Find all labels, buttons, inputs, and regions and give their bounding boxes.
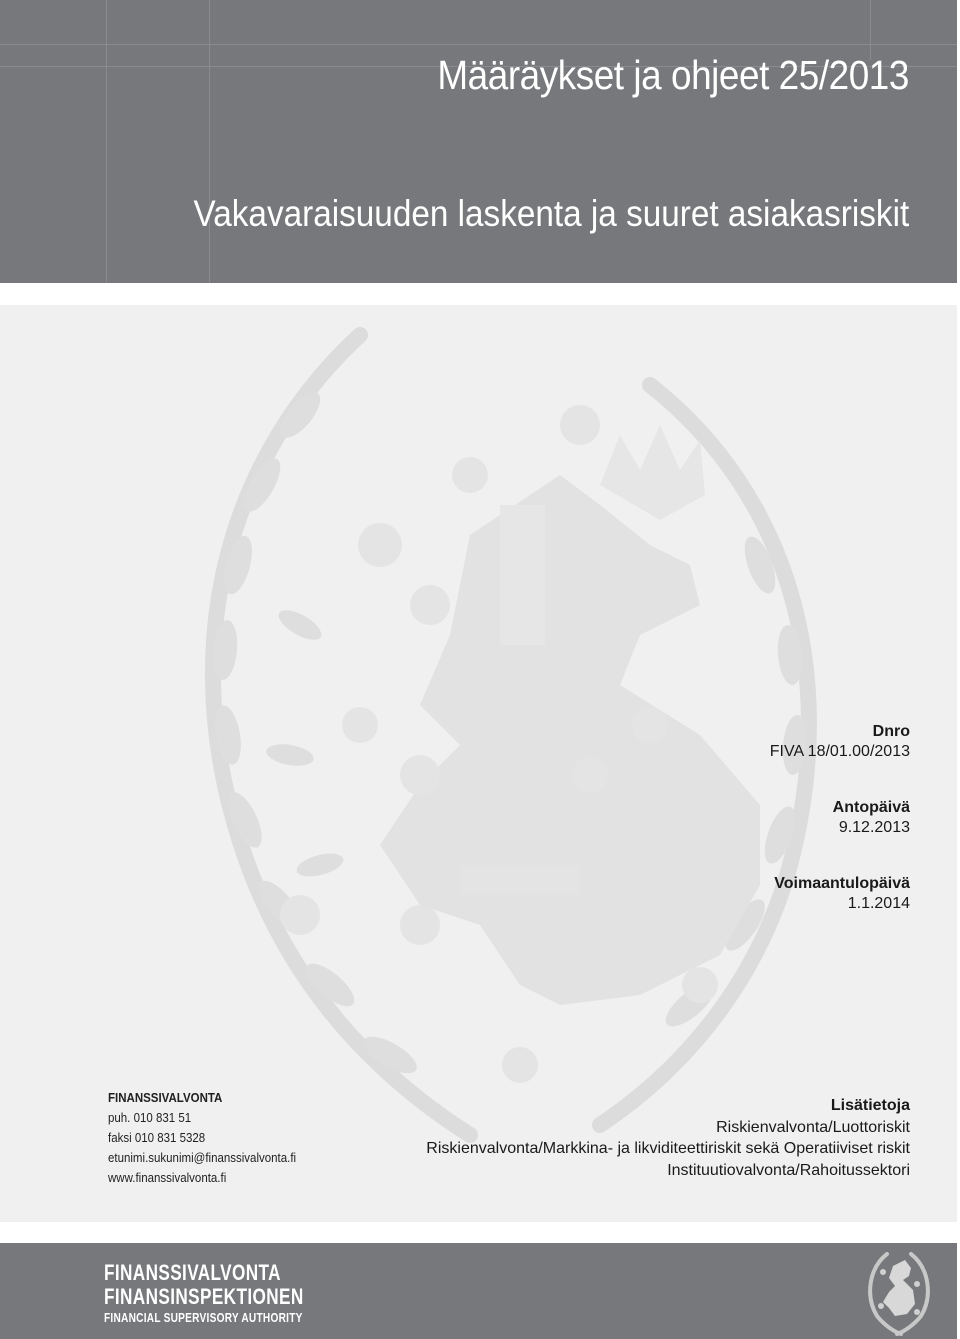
more-info bbox=[426, 1095, 910, 1181]
more-info-line: Riskienvalvonta/Luottoriskit bbox=[716, 1118, 910, 1136]
more-info-line: Instituutiovalvonta/Rahoitussektori bbox=[667, 1161, 910, 1179]
grid-line bbox=[870, 0, 871, 60]
grid-line bbox=[209, 0, 210, 283]
footer-banner bbox=[0, 1243, 957, 1339]
contact-info bbox=[108, 1088, 296, 1188]
dnro-value: FIVA 18/01.00/2013 bbox=[769, 743, 910, 760]
contact-website[interactable]: www.finanssivalvonta.fi bbox=[108, 1171, 227, 1185]
footer-logo bbox=[104, 1261, 304, 1327]
logo-line-en: FINANCIAL SUPERVISORY AUTHORITY bbox=[104, 1310, 303, 1325]
contact-email[interactable]: etunimi.sukunimi@finanssivalvonta.fi bbox=[108, 1151, 297, 1165]
issued-value: 9.12.2013 bbox=[838, 819, 910, 836]
issued-label: Antopäivä bbox=[832, 799, 910, 816]
dnro-label: Dnro bbox=[872, 723, 910, 740]
header-banner bbox=[0, 0, 957, 283]
document-metadata bbox=[770, 722, 910, 950]
document-subtitle: Vakavaraisuuden laskenta ja suuret asiakasriskit bbox=[193, 193, 909, 234]
contact-org: FINANSSIVALVONTA bbox=[108, 1091, 223, 1105]
grid-line bbox=[0, 44, 957, 45]
more-info-label: Lisätietoja bbox=[830, 1097, 910, 1114]
logo-line-sv: FINANSINSPEKTIONEN bbox=[104, 1284, 304, 1309]
effective-value: 1.1.2014 bbox=[847, 895, 910, 912]
document-title: Määräykset ja ohjeet 25/2013 bbox=[437, 52, 909, 98]
lion-emblem-icon bbox=[859, 1246, 939, 1336]
contact-phone: puh. 010 831 51 bbox=[108, 1111, 192, 1125]
effective-label: Voimaantulopäivä bbox=[774, 875, 910, 892]
more-info-line: Riskienvalvonta/Markkina- ja likviditeettiriskit sekä Operatiiviset riskit bbox=[426, 1140, 910, 1157]
contact-fax: faksi 010 831 5328 bbox=[108, 1131, 206, 1145]
grid-line bbox=[106, 0, 107, 283]
logo-line-fi: FINANSSIVALVONTA bbox=[104, 1260, 281, 1285]
